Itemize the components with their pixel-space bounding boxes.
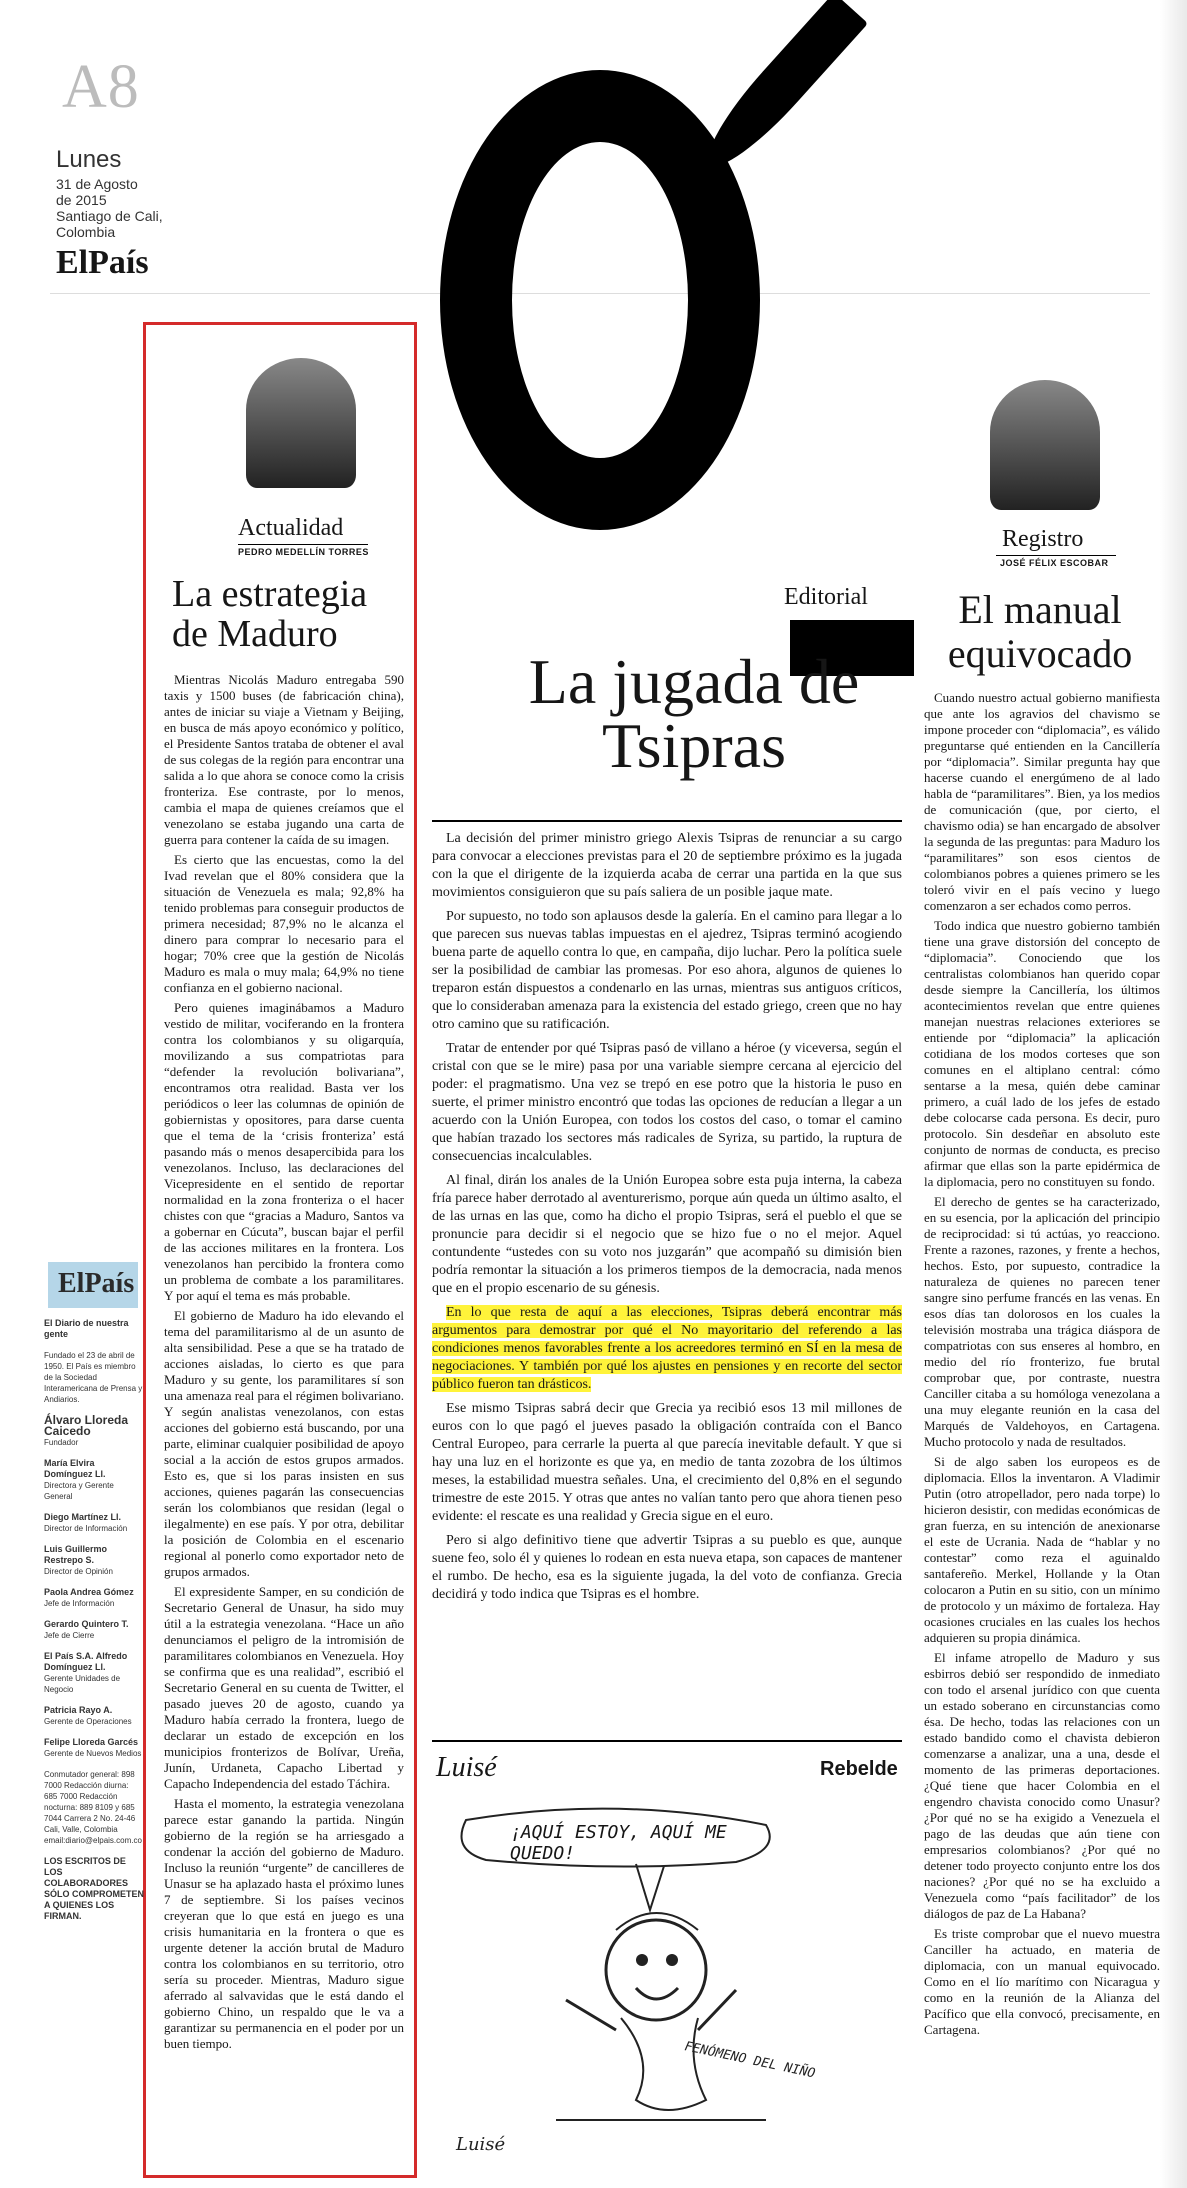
paragraph: Mientras Nicolás Maduro entregaba 590 taxis y 1500 buses (de fabricación china), antes de iniciar su viaje a Vietnam y Beijing, en busca de más apoyo económico y político, el Presidente Santos trataba de obtener el aval de sus colegas de la región para encontrar una salida a lo que ahora se conoce como la crisis fronteriza. Ese contraste, por lo menos, cambia el mapa de quienes creíamos que el venezolano se estaba jugando una carta de guerra para contener la caída de su imagen. bbox=[164, 672, 404, 847]
highlighted-paragraph bbox=[432, 1304, 902, 1394]
right-byline: JOSÉ FÉLIX ESCOBAR bbox=[1000, 558, 1109, 568]
staff-name: El País S.A. Alfredo Domínguez Ll. bbox=[44, 1651, 128, 1672]
staff-name: Diego Martínez Ll. bbox=[44, 1512, 122, 1522]
paragraph: Es triste comprobar que el nuevo muestra Canciller ha actuado, en materia de diplomacia, con un manual equivocado. Como en el lío marítimo con Nicaragua y como en la reunión de la Alianza del Pacífico que ella convocó, precisamente, en Cartagena. bbox=[924, 1926, 1160, 2037]
editorial-body bbox=[432, 830, 902, 1610]
staff-brand-logo: ElPaís bbox=[58, 1268, 135, 1299]
paragraph: Por supuesto, no todo son aplausos desde la galería. En el camino para llegar a lo que parecen sus nuevas tablas impuestas en el ajedrez, Tsipras terminó acogiendo buena parte de aquello contra lo que, en campaña, dijo luchar. Pero la política suele ser la posibilidad de cambiar las promesas. Por eso ahora, algunos de quienes lo treparon están dispuestos a condenarlo en las urnas, mientras sus antiguos críticos, que lo consideraban amenaza para la existencia del estado griego, creen que no hay otro camino que su ratificación. bbox=[432, 909, 902, 1032]
country-line: Colombia bbox=[56, 224, 116, 240]
staff-box bbox=[44, 1318, 144, 1922]
staff-role: Directora y Gerente General bbox=[44, 1481, 114, 1501]
founder-name: Álvaro Lloreda Caicedo bbox=[44, 1413, 129, 1438]
paragraph: Cuando nuestro actual gobierno manifiesta que ante los agravios del chavismo se impone proceder con “diplomacia”, es válido preguntarse qué entienden en la Cancillería por “diplomacia”. Similar pregunta hay que hacerse cuando el energúmeno de al lado habla de “paramilitares”. Bien, ya los medios de comunicación (que, por cierto, el chavismo odia) se han encargado de absolver la segunda de las preguntas: para Maduro los “paramilitares” son esos cientos de colombianos pobres a quienes primero se les toleró vivir en el país vecino y luego comenzaron a ser echados como perros. bbox=[924, 690, 1160, 913]
paragraph: Es cierto que las encuestas, como la del Ivad revelan que el 80% considera que la situación de Venezuela es mala; 92,8% ha tenido problemas para conseguir productos de primera necesidad; 87,9% no le alcanza el dinero para comprar lo necesario para el hogar; 70% cree que la gestión de Nicolás Maduro es mala o muy mala; 64,9% no tiene confianza en el gobierno nacional. bbox=[164, 852, 404, 995]
page-edge-shadow bbox=[1160, 0, 1187, 2188]
staff-role: Gerente Unidades de Negocio bbox=[44, 1674, 121, 1694]
paragraph: La decisión del primer ministro griego Alexis Tsipras de renunciar a su cargo para convocar a elecciones previstas para el 20 de septiembre próximo es la jugada con la que el dirigente de la izquierda acaba de cerrar una partida en la que sus movimientos consiguieron que su país saliera de un posible jaque mate. bbox=[432, 831, 902, 900]
cartoon-label: FENÓMENO DEL NIÑO bbox=[683, 2039, 817, 2082]
city-line: Santiago de Cali, bbox=[56, 208, 163, 224]
paragraph: El derecho de gentes se ha caracterizado, en su esencia, por la aplicación del principio de reciprocidad: si tú actúas, yo reacciono. Frente a razones, razones, y frente a hechos, hechos. Esto, por supuesto, contradice la naturaleza de quienes no parecen tener sangre sino perfume francés en las venas. En esos días tan dolorosos en los cuales la televisión mostraba una trágica diáspora de compatriotas con sus enseres al hombro, en medio del río fronterizo, fue brutal comprobar que, por contraste, nuestra Canciller citaba a su homóloga venezolana a una muy elegante reunión en la casa del Marqués de Valdehoyos, en Cartagena. Mucho protocolo y nada de resultados. bbox=[924, 1194, 1160, 1449]
staff-name: Gerardo Quintero T. bbox=[44, 1619, 129, 1629]
left-headline: La estrategia de Maduro bbox=[172, 573, 368, 655]
staff-role: Jefe de Cierre bbox=[44, 1631, 95, 1640]
editorial-kicker: Editorial bbox=[784, 584, 868, 610]
right-article-body bbox=[924, 690, 1160, 2042]
staff-contact: Conmutador general: 898 7000 Redacción diurna: 685 7000 Redacción nocturna: 889 8109 y 685 7044 Carrera 2 No. 24-46 Cali, Valle, Colombia email:diario@elpais.com.co bbox=[44, 1770, 142, 1845]
paragraph: Hasta el momento, la estrategia venezolana parece estar ganando la partida. Ningún gobierno de la región se ha arriesgado a condenar la acción del gobierno de Maduro. Incluso la reunión “urgente” de cancilleres de Unasur se ha aplazado hasta el próximo lunes 7 de septiembre. Si los países vecinos creyeran que lo que está en juego es una crisis humanitaria en la frontera o que es urgente detener la acción brutal de Maduro contra los colombianos en su territorio, otro sería su proceder. Mientras, Maduro sigue aferrado al salvavidas que le está dando el gobierno Chino, un respaldo que le va a garantizar su permanencia en el poder por un buen tiempo. bbox=[164, 1796, 404, 2051]
staff-tagline: El Diario de nuestra gente bbox=[44, 1318, 129, 1339]
paragraph: Ese mismo Tsipras sabrá decir que Grecia ya recibió esos 13 mil millones de euros con lo que pagó el jueves pasado la obligación contraída con el Banco Central Europeo, para cerrarle la puerta al que parecía inevitable default. Y que si hay una luz en el horizonte es que ya, en medio de tanta zozobra de los últimos meses, la estabilidad muestra señales. Una, el crecimiento del 0,8% en el segundo trimestre de este 2015. Y otras que antes no valían tanto pero que ahora tienen peso evidente: el rescate es una realidad y Grecia sigue en el euro. bbox=[432, 1401, 902, 1524]
staff-name: Luis Guillermo Restrepo S. bbox=[44, 1544, 108, 1565]
author-portrait bbox=[990, 380, 1100, 510]
highlight-text: En lo que resta de aquí a las elecciones, Tsipras deberá encontrar más argumentos para demostrar por qué el No mayoritario del referendo a las condiciones menos favorables frente a los acreedores terminó en SÍ en la mesa de negociaciones. Y también por qué los ajustes en pensiones y en recorte del sector público fueron tan drásticos. bbox=[432, 1305, 902, 1392]
cartoon-title: Rebelde bbox=[820, 1758, 898, 1780]
cartoon-signature: Luisé bbox=[456, 2134, 506, 2155]
paragraph: El gobierno de Maduro ha ido elevando el tema del paramilitarismo al de un asunto de alta sensibilidad. Pese a que se ha tratado de acciones aisladas, lo cierto es que para Maduro y su gente, los paramilitares sí son una amenaza real para el régimen bolivariano. Y según analistas venezolanos, con estas acciones del gobierno está buscando, por una parte, eliminar cualquier posibilidad de apoyo social a la acción de estos grupos armados. Esto es, que si los paras insisten en sus acciones, quienes pagarán las consecuencias serán los colombianos que residan (legal o ilegalmente) en ese país. Y por otra, debilitar la posición de Colombia en el escenario regional al ponerlo como exportador neto de grupos armados. bbox=[164, 1308, 405, 1579]
staff-role: Director de Opinión bbox=[44, 1567, 113, 1576]
staff-name: Paola Andrea Gómez bbox=[44, 1587, 134, 1597]
paragraph: Pero quienes imaginábamos a Maduro vestido de militar, vociferando en la frontera contra los colombianos y su oligarquía, movilizando a sus compatriotas para “defender la revolución bolivariana”, encontramos otra realidad. Basta ver los periódicos o leer las columnas de opinión de gobiernistas y opositores, para darse cuenta que el tema de la ‘crisis fronteriza’ está pasando más o menos desapercibida para los venezolanos. Incluso, las declaraciones del Vicepresidente en el sentido de reportar normalidad en la zona fronteriza o el hacer chistes con que “gracias a Maduro, Santos va a gobernar en Cúcuta”, buscan bajar el perfil de las acciones militares en la frontera. Los venezolanos han percibido la frontera como un problema de combate a los paramilitares. Y por aquí el tema es más probable. bbox=[164, 1000, 404, 1303]
paragraph: Pero si algo definitivo tiene que advertir Tsipras a su pueblo es que, aunque suene feo, solo él y quienes lo rodean en esta nueva etapa, son capaces de mantener el rumbo. De hecho, esa es la siguiente jugada, la del voto de confianza. Grecia decidirá y todo indica que Tsipras es el hombre. bbox=[432, 1533, 902, 1602]
left-byline: PEDRO MEDELLÍN TORRES bbox=[238, 547, 369, 557]
staff-role: Gerente de Operaciones bbox=[44, 1717, 132, 1726]
cartoon-author: Luisé bbox=[436, 1752, 497, 1783]
opinion-letter-o-graphic bbox=[440, 70, 760, 530]
left-article-body bbox=[164, 672, 404, 2056]
kicker-rule bbox=[996, 555, 1116, 556]
staff-role: Director de Información bbox=[44, 1524, 128, 1533]
right-headline: El manual equivocado bbox=[947, 587, 1133, 676]
left-section-kicker: Actualidad bbox=[238, 515, 344, 541]
paragraph: El expresidente Samper, en su condición de Secretario General de Unasur, ha sido muy útil a la estrategia venezolana. “Hace un año denunciamos el peligro de la intromisión de paramilitares colombianos en Venezuela. Hoy se confirma que es una realidad”, escribió el Secretario General en su cuenta de Twitter, el pasado jueves 20 de agosto, cuando ya Maduro había cerrado la frontera, luego de declarar un estado de excepción en los municipios fronterizos de Bolívar, Ureña, Junín, Urdaneta, Capacho Libertad y Capacho Independencia del estado Táchira. bbox=[164, 1584, 404, 1791]
editorial-divider bbox=[432, 820, 902, 822]
brand-logo: ElPaís bbox=[56, 244, 149, 281]
cartoon-speech-bubble: ¡AQUÍ ESTOY, AQUÍ ME QUEDO! bbox=[510, 1822, 727, 1864]
year-line: de 2015 bbox=[56, 192, 107, 208]
staff-role: Jefe de Información bbox=[44, 1599, 115, 1608]
paragraph: Si de algo saben los europeos es de diplomacia. Ellos la inventaron. A Vladimir Putin (otro atropellador, pero nada torpe) lo hicieron desistir, con medidas económicas de gran fuerza, en su intención de anexionarse el este de Ucrania. Nada de “hablar y no contestar” como reza el aguinaldo santafereño. Merkel, Hollande y la Otan colocaron a Putin en su sitio, con un mínimo de protocolo y un máximo de fortaleza. Hay ocasiones cruciales en las cuales los hechos adquieren su propia dinámica. bbox=[924, 1454, 1160, 1645]
opinion-accent-mark-graphic bbox=[693, 0, 868, 179]
paragraph: Todo indica que nuestro gobierno también tiene una grave distorsión del concepto de “diplomacia”. Conociendo que los centralistas colombianos han querido copar desde siempre la Cancillería, los últimos acontecimientos revelan que entre quienes manejan nuestras relaciones exteriores se entiende por “diplomacia” la aplicación cotidiana de los modos corteses que son comunes en el altiplano central: cómo sentarse a la mesa, quién debe caminar primero, a cuál lado de los jefes de estado debe colocarse cada persona. Es decir, puro protocolo. Sin desdeñar en absoluto este conjunto de normas de conducta, es preciso afirmar que ellas son la parte epidérmica de la diplomacia, pero no constituyen su fondo. bbox=[924, 918, 1160, 1189]
staff-founding: Fundado el 23 de abril de 1950. El País es miembro de la Sociedad Interamericana de Prensa y Andiarios. bbox=[44, 1351, 143, 1404]
page-number: A8 bbox=[62, 53, 140, 121]
paragraph: El infame atropello de Maduro y sus esbirros debió ser respondido de inmediato con todo el arsenal jurídico con que cuenta un estado soberano en circunstancias como ésa. De hecho, todas las relaciones con un estado bandido como el chavista debieron comenzarse a analizar, una a una, desde el momento de las primeras deportaciones. ¿Qué tiene que hacer Colombia en el engendro chavista conocido como Unasur? ¿Por qué no se ha exigido a Venezuela el pago de las deudas que aún tiene con empresarios colombianos? ¿Por qué no detener todo proyecto conjunto entre los dos naciones? ¿Por qué no se ha excluido a Venezuela como “país facilitador” de los diálogos de paz de La Habana? bbox=[924, 1650, 1160, 1921]
staff-name: Patricia Rayo A. bbox=[44, 1705, 113, 1715]
cartoon-divider bbox=[432, 1740, 902, 1742]
paragraph: Tratar de entender por qué Tsipras pasó de villano a héroe (y viceversa, según el cristal con que se le mire) pasa por una variable siempre cercana al ejercicio del poder: el pragmatismo. Una vez se trepó en ese potro que la historia le puso en suerte, el primer ministro encontró que todas las opciones de reducían a llegar a un acuerdo con la Unión Europea, con todos los costos del caso, o tomar el camino que habían trazado los sectores más radicales de Syriza, su partido, la ruptura de consecuencias incalculables. bbox=[432, 1041, 902, 1164]
editorial-headline: La jugada de Tsipras bbox=[528, 646, 860, 781]
staff-disclaimer: LOS ESCRITOS DE LOS COLABORADORES SÓLO COMPROMETEN A QUIENES LOS FIRMAN. bbox=[44, 1856, 145, 1921]
paragraph: Al final, dirán los anales de la Unión Europea sobre esta puja interna, la cabeza fría parece haber derrotado al aventurerismo, porque aún queda un último asalto, el de las urnas en las que, como ha dicho el propio Tsipras, será el pueblo el que se pronuncie para decidir si el negocio que se hizo fue o no el mejor. Aquel contundente “ustedes con su voto nos juzgarán” que acompañó su dimisión bien podría remontar la situación a los primeros tiempos de la democracia, nada menos que en el propio escenario de su génesis. bbox=[432, 1173, 902, 1296]
date-line: 31 de Agosto bbox=[56, 176, 138, 192]
author-portrait bbox=[246, 358, 356, 488]
right-section-kicker: Registro bbox=[1002, 526, 1084, 552]
weekday: Lunes bbox=[56, 146, 122, 173]
kicker-rule bbox=[238, 544, 368, 545]
staff-name: María Elvira Domínguez Ll. bbox=[44, 1458, 106, 1479]
founder-role: Fundador bbox=[44, 1438, 79, 1447]
staff-role: Gerente de Nuevos Medios bbox=[44, 1749, 142, 1758]
staff-name: Felipe Lloreda Garcés bbox=[44, 1737, 139, 1747]
